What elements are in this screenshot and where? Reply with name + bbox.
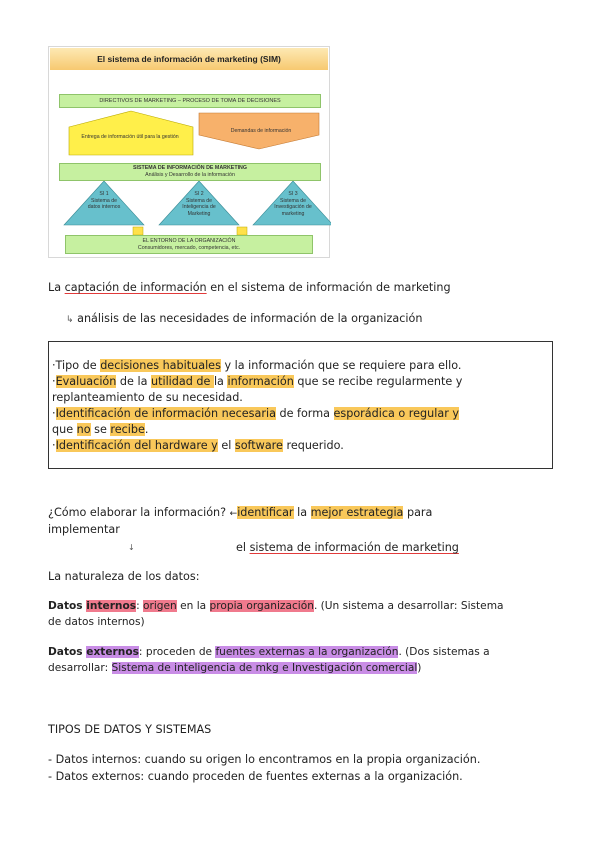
triangle-si1-name: Sistema de datos internos bbox=[87, 197, 121, 210]
box-bullet-1 bbox=[52, 358, 461, 373]
analisis-line bbox=[66, 311, 422, 328]
elab-c: para bbox=[403, 506, 433, 519]
b3-h2: esporádica o regular y bbox=[333, 407, 459, 420]
box-bullet-2 bbox=[52, 374, 462, 389]
up-arrow-shape bbox=[69, 111, 193, 155]
b4-h2: software bbox=[234, 439, 283, 452]
ext-label: Datos bbox=[48, 646, 87, 658]
triangle-si1-label bbox=[84, 191, 124, 211]
b4-c: requerido. bbox=[282, 439, 344, 452]
triangle-si3-code: SI 3 bbox=[288, 191, 298, 197]
b3c-a: que bbox=[52, 423, 77, 436]
b2-a: · bbox=[52, 375, 56, 388]
b2-d: que se recibe regularmente y bbox=[293, 375, 463, 388]
sim-bar-title: SISTEMA DE INFORMACIÓN DE MARKETING bbox=[133, 165, 247, 171]
elaborar-line bbox=[48, 505, 432, 522]
down-arrow-icon: ↓ bbox=[128, 543, 135, 552]
sim-diagram bbox=[48, 46, 330, 258]
b3c-c: . bbox=[144, 423, 149, 436]
ext-label-h: externos bbox=[86, 646, 139, 658]
b3c-b: se bbox=[90, 423, 111, 436]
b2-h2: utilidad de bbox=[150, 375, 214, 388]
int-h2: propia organización bbox=[209, 600, 314, 612]
b3c-h1: no bbox=[76, 423, 91, 436]
analisis-text: análisis de las necesidades de información de la organización bbox=[77, 312, 423, 325]
tipos-item-2: - Datos externos: cuando proceden de fuentes externas a la organización. bbox=[48, 770, 463, 783]
environment-title: EL ENTORNO DE LA ORGANIZACIÓN bbox=[142, 238, 236, 244]
b2-c: la bbox=[213, 375, 228, 388]
ext-b: . (Dos sistemas a bbox=[398, 646, 490, 658]
elab-h2: mejor estrategia bbox=[310, 506, 404, 519]
int-h1: origen bbox=[143, 600, 177, 612]
b3c-h2: recibe bbox=[110, 423, 145, 436]
b1-h1: decisiones habituales bbox=[100, 359, 221, 372]
elaborar-line-2: implementar bbox=[48, 523, 120, 536]
b4-b: el bbox=[217, 439, 235, 452]
triangle-si1-code: SI 1 bbox=[99, 191, 109, 197]
datos-externos-line-2 bbox=[48, 661, 421, 676]
environment-subtitle: Consumidores, mercado, competencia, etc. bbox=[137, 245, 241, 251]
elab-a: ¿Cómo elaborar la información? bbox=[48, 506, 230, 519]
sim-bar-subtitle: Análisis y Desarrollo de la información bbox=[145, 172, 235, 178]
left-arrow-icon: ← bbox=[229, 509, 238, 519]
b2-h3: información bbox=[227, 375, 294, 388]
b1-a: ·Tipo de bbox=[52, 359, 101, 372]
triangle-si3-name: Sistema de Investigación de marketing bbox=[274, 197, 312, 217]
box-bullet-3 bbox=[52, 406, 459, 421]
diagram-directives-bar: DIRECTIVOS DE MARKETING – PROCESO DE TOMA DE DECISIONES bbox=[59, 94, 321, 108]
b4-a: · bbox=[52, 439, 56, 452]
box-bullet-4 bbox=[52, 438, 344, 453]
triangle-si2-code: SI 2 bbox=[194, 191, 204, 197]
triangle-si3-label bbox=[270, 191, 316, 217]
naturaleza-heading: La naturaleza de los datos: bbox=[48, 570, 200, 583]
box-bullet-3-cont bbox=[52, 422, 148, 437]
tipos-item-1: - Datos internos: cuando su origen lo encontramos en la propia organización. bbox=[48, 753, 481, 766]
b4-h1: Identificación del hardware y bbox=[55, 439, 218, 452]
diagram-sim-bar bbox=[59, 163, 321, 181]
int-a: : bbox=[136, 600, 143, 612]
elab-l3-u: sistema de información de marketing bbox=[249, 541, 459, 554]
datos-internos-line-2: de datos internos) bbox=[48, 616, 145, 628]
diagram-environment-bar bbox=[65, 235, 313, 254]
diagram-title: El sistema de información de marketing (SIM) bbox=[50, 48, 328, 70]
int-label: Datos bbox=[48, 600, 87, 612]
diagram-shapes bbox=[49, 47, 331, 259]
elab-h1: identificar bbox=[237, 506, 294, 519]
b2-b: de la bbox=[116, 375, 151, 388]
datos-internos-line bbox=[48, 599, 504, 614]
captacion-line bbox=[48, 280, 451, 295]
int-c: . (Un sistema a desarrollar: Sistema bbox=[313, 600, 504, 612]
triangle-si2-name: Sistema de Inteligencia de Marketing bbox=[182, 197, 216, 217]
ext-l2-h: Sistema de inteligencia de mkg e Investigación comercial bbox=[111, 662, 418, 674]
b3-a: · bbox=[52, 407, 56, 420]
right-arrow-label: Demandas de información bbox=[230, 128, 292, 134]
elab-l3-pre: el bbox=[236, 541, 250, 554]
ext-l2-a: desarrollar: bbox=[48, 662, 112, 674]
b3-b: de forma bbox=[275, 407, 334, 420]
elab-b: la bbox=[293, 506, 311, 519]
ext-l2-b: ) bbox=[417, 662, 422, 674]
left-arrow-label: Entrega de información útil para la gestión bbox=[81, 134, 179, 140]
connector-right bbox=[237, 227, 247, 235]
connector-left bbox=[133, 227, 143, 235]
triangle-si2-label bbox=[177, 191, 221, 217]
box-bullet-2-cont: replanteamiento de su necesidad. bbox=[52, 391, 243, 404]
elaborar-line-3 bbox=[236, 540, 459, 555]
b2-h1: Evaluación bbox=[55, 375, 117, 388]
ext-a: : proceden de bbox=[138, 646, 216, 658]
captacion-pre: La bbox=[48, 281, 65, 294]
b3-h1: Identificación de información necesaria bbox=[55, 407, 276, 420]
datos-externos-line bbox=[48, 645, 490, 660]
captacion-underlined: captación de información bbox=[64, 281, 207, 294]
ext-h1: fuentes externas a la organización bbox=[215, 646, 399, 658]
captacion-post: en el sistema de información de marketing bbox=[206, 281, 451, 294]
int-label-h: internos bbox=[86, 600, 137, 612]
int-b: en la bbox=[176, 600, 210, 612]
arrow-icon: ↳ bbox=[66, 315, 74, 325]
tipos-heading: TIPOS DE DATOS Y SISTEMAS bbox=[48, 723, 212, 736]
b1-b: y la información que se requiere para ello. bbox=[220, 359, 462, 372]
